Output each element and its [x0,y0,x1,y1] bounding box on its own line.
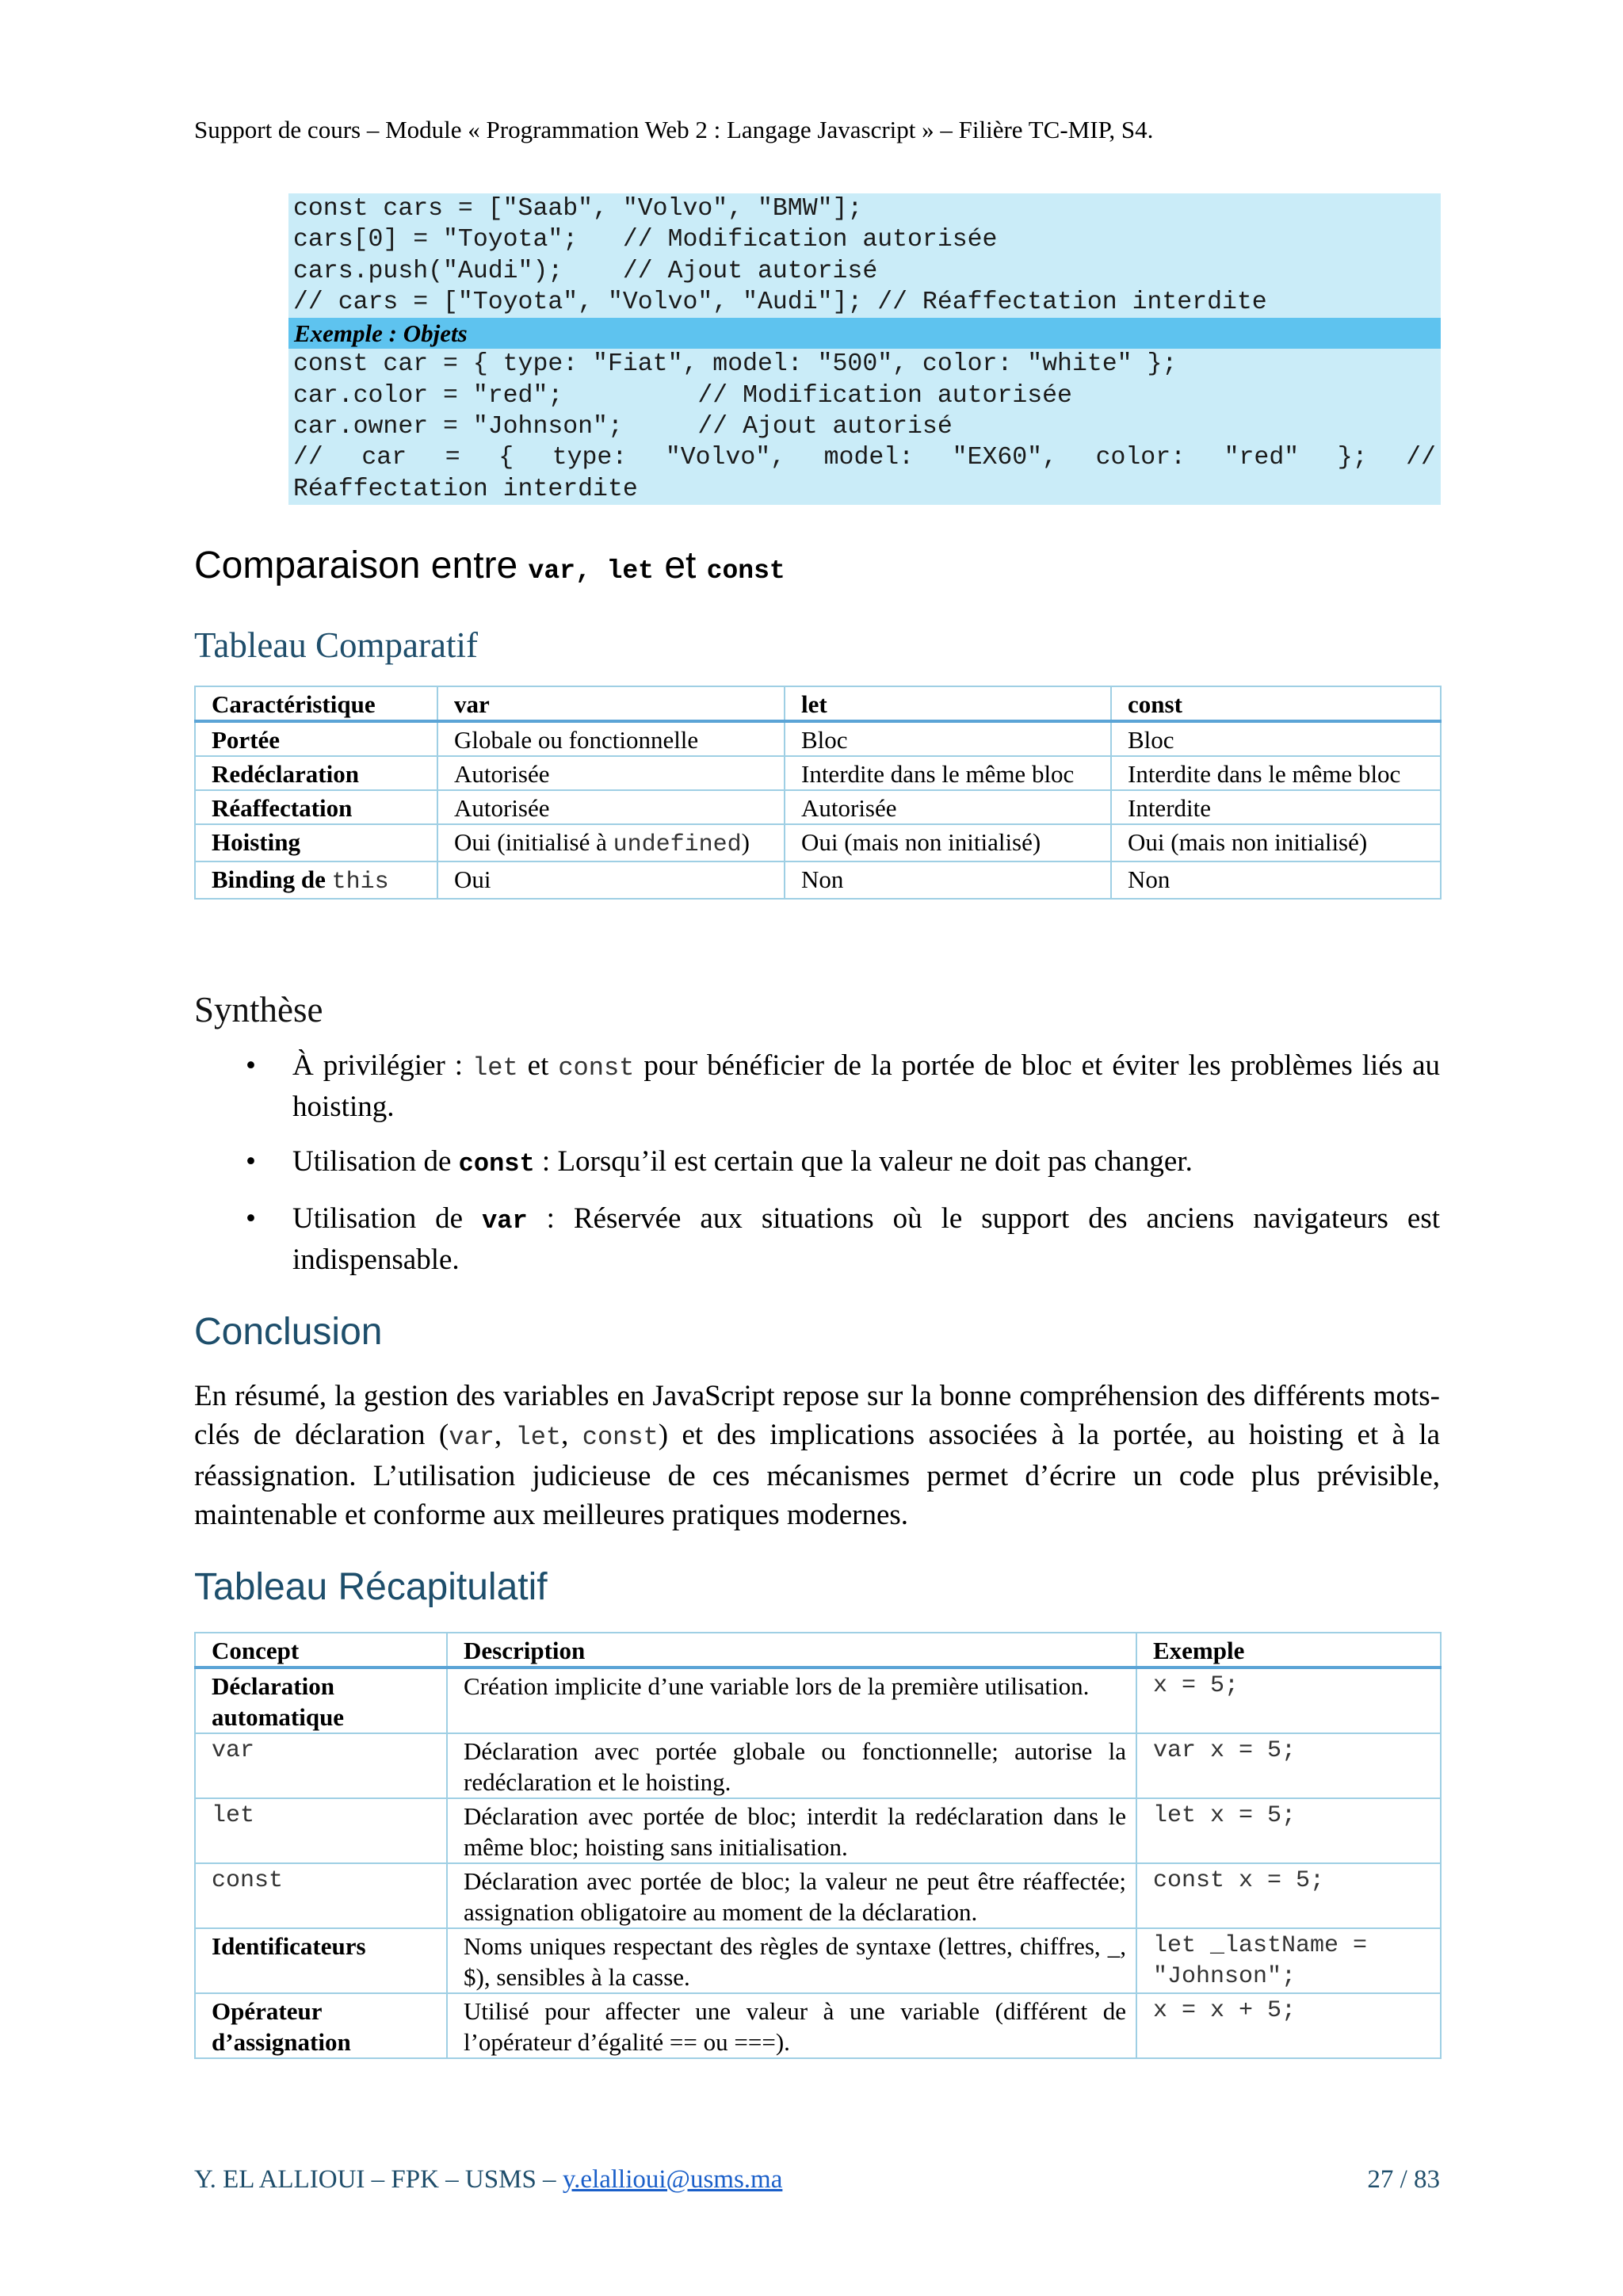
code-line: Réaffectation interdite [293,475,638,503]
list-text: : Lorsqu’il est certain que la valeur ne doit pas changer. [534,1145,1193,1178]
inline-code: const [582,1423,659,1452]
table-header-row [195,686,1441,721]
table-cell [437,824,785,861]
para-text: ) et des implications associées à la portée, au hoisting et à la réassignation. L’utilisation judicieuse de ces mécanismes permet d’écrire un code plus prévisible, maintenable et conforme aux meilleures pratiques modernes. [194,1419,1441,1531]
table-header-cell: let [785,686,1111,721]
code-token: "red" [1224,444,1300,472]
table-header-cell: Description [447,1633,1136,1668]
list-text: : Réservée aux situations où le support des anciens navigateurs est indispensable. [292,1202,1440,1276]
table-cell: Oui (mais non initialisé) [1111,824,1441,861]
inline-code: this [331,869,389,896]
list-text: À privilégier : [292,1049,473,1082]
table-cell: const [195,1863,447,1928]
list-text: Utilisation de [292,1202,483,1235]
code-token: "EX60", [952,444,1057,472]
list-text: et [517,1049,559,1082]
table-cell: Déclaration automatique [195,1668,447,1733]
keyword-let: let [606,556,654,586]
keyword-const: const [706,556,785,586]
running-header: Support de cours – Module « Programmation Web 2 : Langage Javascript » – Filière TC-MIP, S4. [194,116,1154,143]
table-header-cell: Concept [195,1633,447,1668]
table-row [195,1668,1441,1733]
table-cell: let x = 5; [1136,1798,1441,1863]
footer-text: Y. EL ALLIOUI – FPK – USMS – [194,2165,563,2194]
code-line: car.owner = "Johnson"; // Ajout autorisé [293,413,953,441]
table-cell: Autorisée [785,790,1111,824]
table-cell: Non [785,861,1111,899]
table-cell: Interdite dans le même bloc [1111,756,1441,790]
table-row [195,1863,1441,1928]
table-row [195,790,1441,824]
heading-text: et [654,544,707,586]
table-row [195,1733,1441,1798]
list-text: Utilisation de [292,1145,459,1178]
inline-code: const [458,1149,535,1179]
code-token: car [361,444,407,472]
table-cell: Déclaration avec portée de bloc; la valeur ne peut être réaffectée; assignation obligatoire au moment de la déclaration. [447,1863,1136,1928]
table-cell: x = x + 5; [1136,1993,1441,2058]
keyword-var: var [528,556,575,586]
code-token: "Volvo", [665,444,786,472]
table-cell: Non [1111,861,1441,899]
table-cell: Globale ou fonctionnelle [437,721,785,756]
section-heading-comparaison [194,544,785,587]
cell-text: Binding de [212,865,326,893]
table-cell: Interdite dans le même bloc [785,756,1111,790]
code-line-justified [288,442,1441,473]
page-number: 27 / 83 [1367,2165,1440,2194]
code-token: }; [1337,444,1368,472]
table-cell: Noms uniques respectant des règles de syntaxe (lettres, chiffres, _, $), sensibles à la casse. [447,1928,1136,1993]
inline-code: var [449,1423,495,1452]
table-cell: Oui [437,861,785,899]
code-line: cars[0] = "Toyota"; // Modification autorisée [293,226,998,254]
table-cell: Déclaration avec portée de bloc; interdit la redéclaration dans le même bloc; hoisting sans initialisation. [447,1798,1136,1863]
summary-table [194,1632,1442,2059]
table-header-cell: var [437,686,785,721]
inline-code: var [482,1206,528,1236]
code-token: type: [552,444,628,472]
table-header-cell: const [1111,686,1441,721]
table-row [195,861,1441,899]
table-cell: var x = 5; [1136,1733,1441,1798]
section-heading-tableau-recapitulatif: Tableau Récapitulatif [194,1566,548,1608]
cell-text: ) [741,828,750,856]
table-cell: Utilisé pour affecter une valeur à une variable (différent de l’opérateur d’égalité == ou ===). [447,1993,1136,2058]
table-cell: Réaffectation [195,790,437,824]
table-cell: Bloc [1111,721,1441,756]
code-token: // [1406,444,1436,472]
table-cell: Création implicite d’une variable lors de la première utilisation. [447,1668,1136,1733]
code-token: // [293,444,323,472]
code-token: color: [1095,444,1186,472]
table-cell [195,861,437,899]
table-cell: Bloc [785,721,1111,756]
table-row [195,721,1441,756]
code-token: = [445,444,460,472]
list-item [194,1142,1440,1183]
code-block [288,193,1441,505]
code-line: const car = { type: "Fiat", model: "500", color: "white" }; [293,350,1178,379]
code-token: model: [823,444,915,472]
table-cell: var [195,1733,447,1798]
table-cell: Autorisée [437,790,785,824]
inline-code: const [558,1053,635,1083]
table-cell: Déclaration avec portée globale ou fonctionnelle; autorise la redéclaration et le hoisting. [447,1733,1136,1798]
heading-sep: , [575,556,607,586]
table-row [195,1798,1441,1863]
list-item [194,1046,1440,1126]
table-cell: x = 5; [1136,1668,1441,1733]
para-text: , [561,1419,582,1451]
inline-code: let [515,1423,562,1452]
synthese-list [194,1046,1440,1295]
table-header-cell: Caractéristique [195,686,437,721]
inline-code: undefined [613,831,742,858]
code-line: const cars = ["Saab", "Volvo", "BMW"]; [293,195,863,223]
table-cell: let [195,1798,447,1863]
inline-code: let [472,1053,518,1083]
conclusion-paragraph [194,1377,1440,1534]
table-cell: const x = 5; [1136,1863,1441,1928]
table-row [195,1993,1441,2058]
table-row [195,756,1441,790]
code-line: // cars = ["Toyota", "Volvo", "Audi"]; // Réaffectation interdite [293,288,1267,316]
subheading-tableau-comparatif: Tableau Comparatif [194,625,478,665]
table-cell: Interdite [1111,790,1441,824]
subheading-synthese: Synthèse [194,990,323,1030]
table-cell: let _lastName = "Johnson"; [1136,1928,1441,1993]
section-heading-conclusion: Conclusion [194,1311,383,1353]
code-line: car.color = "red"; // Modification autorisée [293,381,1072,410]
table-cell: Opérateur d’assignation [195,1993,447,2058]
list-item [194,1199,1440,1279]
table-cell: Identificateurs [195,1928,447,1993]
code-line: cars.push("Audi"); // Ajout autorisé [293,257,878,285]
heading-text: Comparaison entre [194,544,529,586]
cell-text: Oui (initialisé à [454,828,607,856]
para-text: En résumé, la gestion des variables en JavaScript repose sur la bonne compréhension des différents mots-clés de déclaration ( [194,1380,1440,1451]
example-banner: Exemple : Objets [288,318,1441,349]
comparison-table [194,686,1442,900]
table-cell: Hoisting [195,824,437,861]
code-token: { [498,444,514,472]
table-header-cell: Exemple [1136,1633,1441,1668]
footer-email-link[interactable]: y.elallioui@usms.ma [562,2165,783,2194]
table-header-row [195,1633,1441,1668]
list-text: pour bénéficier de la portée de bloc et éviter les problèmes liés au hoisting. [292,1049,1440,1123]
table-row [195,1928,1441,1993]
table-cell: Oui (mais non initialisé) [785,824,1111,861]
para-text: , [494,1419,516,1451]
table-row [195,824,1441,861]
table-cell: Redéclaration [195,756,437,790]
footer-author [194,2165,782,2195]
table-cell: Autorisée [437,756,785,790]
table-cell: Portée [195,721,437,756]
